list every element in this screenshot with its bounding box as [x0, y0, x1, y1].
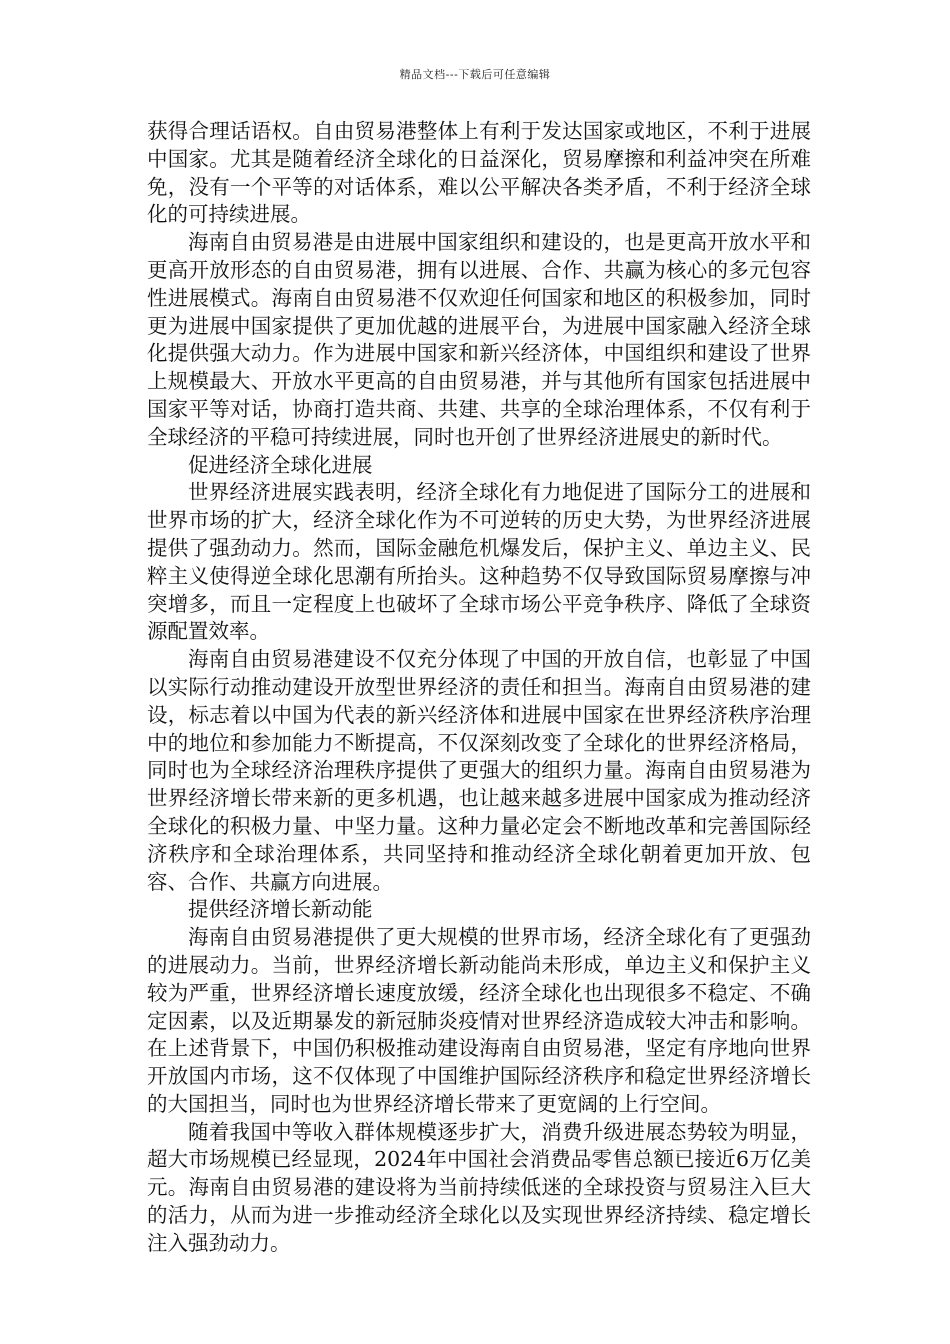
page-header: 精品文档---下载后可任意编辑: [399, 68, 551, 81]
document-body: [147, 118, 811, 1258]
paragraph-2: 海南自由贸易港是由进展中国家组织和建设的，也是更高开放水平和更高开放形态的自由贸易港，拥有以进展、合作、共赢为核心的多元包容性进展模式。海南自由贸易港不仅欢迎任何国家和地区的积极参加，同时更为进展中国家提供了更加优越的进展平台，为进展中国家融入经济全球化提供强大动力。作为进展中国家和新兴经济体，中国组织和建设了世界上规模最大、开放水平更高的自由贸易港，并与其他所有国家包括进展中国家平等对话，协商打造共商、共建、共享的全球治理体系，不仅有利于全球经济的平稳可持续进展，同时也开创了世界经济进展史的新时代。: [147, 230, 811, 449]
paragraph-5: 海南自由贸易港提供了更大规模的世界市场，经济全球化有了更强劲的进展动力。当前，世界经济增长新动能尚未形成，单边主义和保护主义较为严重，世界经济增长速度放缓，经济全球化也出现很多不稳定、不确定因素，以及近期暴发的新冠肺炎疫情对世界经济造成较大冲击和影响。在上述背景下，中国仍积极推动建设海南自由贸易港，坚定有序地向世界开放国内市场，这不仅体现了中国维护国际经济秩序和稳定世界经济增长的大国担当，同时也为世界经济增长带来了更宽阔的上行空间。: [147, 925, 811, 1116]
paragraph-1: 获得合理话语权。自由贸易港整体上有利于发达国家或地区，不利于进展中国家。尤其是随着经济全球化的日益深化，贸易摩擦和利益冲突在所难免，没有一个平等的对话体系，难以公平解决各类矛盾，不利于经济全球化的可持续进展。: [147, 119, 811, 227]
section-heading-1: 促进经济全球化进展: [188, 452, 373, 477]
paragraph-6: 随着我国中等收入群体规模逐步扩大，消费升级进展态势较为明显，超大市场规模已经显现，2024年中国社会消费品零售总额已接近6万亿美元。海南自由贸易港的建设将为当前持续低迷的全球投资与贸易注入巨大的活力，从而为进一步推动经济全球化以及实现世界经济持续、稳定增长注入强劲动力。: [147, 1119, 811, 1255]
paragraph-3: 世界经济进展实践表明，经济全球化有力地促进了国际分工的进展和世界市场的扩大，经济全球化作为不可逆转的历史大势，为世界经济进展提供了强劲动力。然而，国际金融危机爆发后，保护主义、单边主义、民粹主义使得逆全球化思潮有所抬头。这种趋势不仅导致国际贸易摩擦与冲突增多，而且一定程度上也破坏了全球市场公平竞争秩序、降低了全球资源配置效率。: [147, 480, 811, 644]
section-heading-2: 提供经济增长新动能: [188, 897, 373, 922]
paragraph-4: 海南自由贸易港建设不仅充分体现了中国的开放自信，也彰显了中国以实际行动推动建设开放型世界经济的责任和担当。海南自由贸易港的建设，标志着以中国为代表的新兴经济体和进展中国家在世界经济秩序治理中的地位和参加能力不断提高，不仅深刻改变了全球化的世界经济格局，同时也为全球经济治理秩序提供了更强大的组织力量。海南自由贸易港为世界经济增长带来新的更多机遇，也让越来越多进展中国家成为推动经济全球化的积极力量、中坚力量。这种力量必定会不断地改革和完善国际经济秩序和全球治理体系，共同坚持和推动经济全球化朝着更加开放、包容、合作、共赢方向进展。: [147, 647, 811, 894]
